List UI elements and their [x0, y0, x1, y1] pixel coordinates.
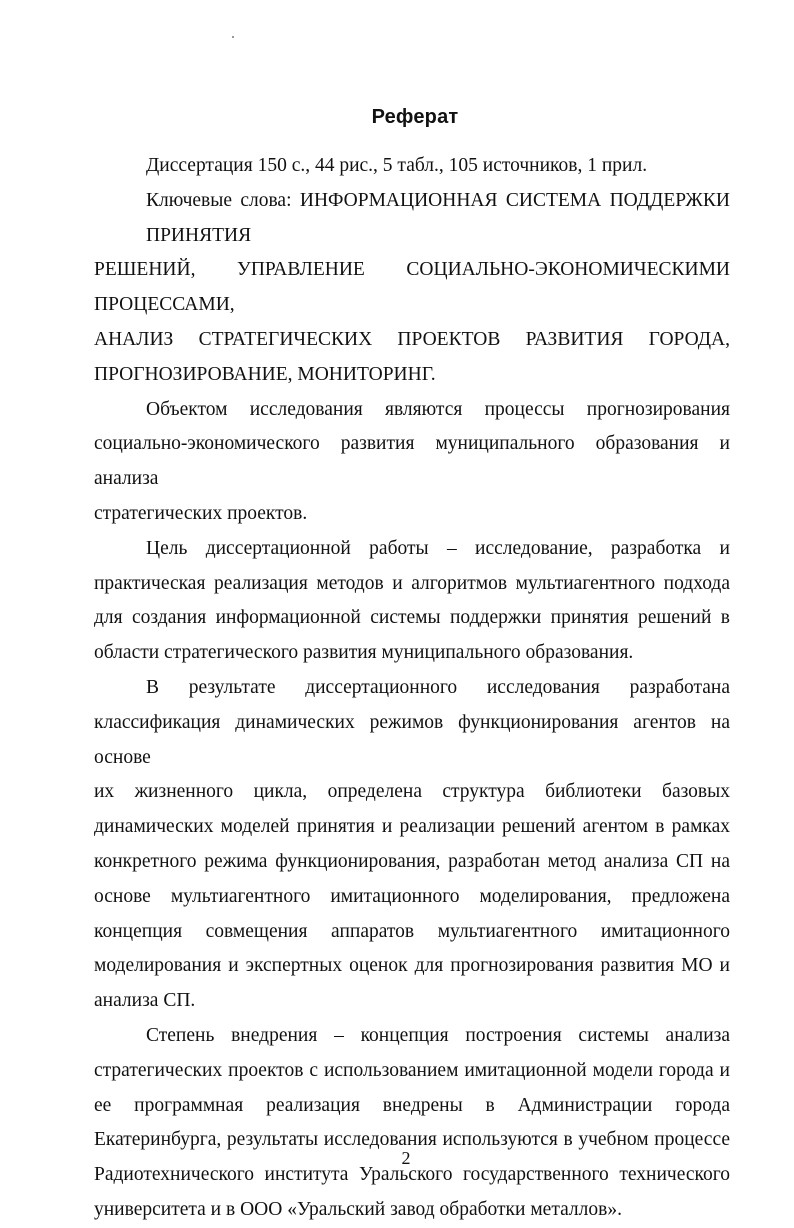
- goal-line: практическая реализация методов и алгоритмов мультиагентного подхода: [94, 572, 730, 594]
- keywords-line: РЕШЕНИЙ, УПРАВЛЕНИЕ СОЦИАЛЬНО-ЭКОНОМИЧЕСКИМИ ПРОЦЕССАМИ,: [94, 259, 730, 316]
- document-title: Реферат: [371, 106, 459, 128]
- results-line: моделирования и экспертных оценок для прогнозирования развития МО и: [94, 955, 730, 977]
- results-line: их жизненного цикла, определена структура библиотеки базовых: [94, 781, 730, 803]
- document-body: [94, 149, 730, 1228]
- keywords-paragraph: [94, 184, 730, 393]
- object-line: социально-экономического развития муниципального образования и анализа: [94, 433, 730, 490]
- results-paragraph: [94, 671, 730, 1019]
- object-paragraph: [94, 393, 730, 532]
- goal-paragraph: [94, 532, 730, 671]
- goal-line: области стратегического развития муниципального образования.: [94, 642, 634, 664]
- results-line: анализа СП.: [94, 990, 196, 1012]
- keywords-line: АНАЛИЗ СТРАТЕГИЧЕСКИХ ПРОЕКТОВ РАЗВИТИЯ ГОРОДА,: [94, 328, 730, 350]
- implementation-line: Радиотехнического института Уральского государственного технического: [94, 1164, 730, 1186]
- goal-line: для создания информационной системы поддержки принятия решений в: [94, 607, 730, 629]
- results-line: концепция совмещения аппаратов мультиагентного имитационного: [94, 920, 730, 942]
- results-line: динамических моделей принятия и реализации решений агентом в рамках: [94, 816, 730, 838]
- keywords-line: ПРОГНОЗИРОВАНИЕ, МОНИТОРИНГ.: [94, 363, 436, 385]
- results-line: конкретного режима функционирования, разработан метод анализа СП на: [94, 850, 730, 872]
- implementation-paragraph: [94, 1019, 730, 1228]
- implementation-line: Екатеринбурга, результаты исследования используются в учебном процессе: [94, 1129, 730, 1151]
- goal-line: Цель диссертационной работы – исследование, разработка и: [146, 537, 730, 559]
- object-line: стратегических проектов.: [94, 502, 308, 524]
- implementation-line: ее программная реализация внедрены в Администрации города: [94, 1094, 730, 1116]
- results-line: классификация динамических режимов функционирования агентов на основе: [94, 711, 730, 768]
- results-line: основе мультиагентного имитационного моделирования, предложена: [94, 885, 730, 907]
- implementation-line: стратегических проектов с использованием имитационной модели города и: [94, 1059, 730, 1081]
- scan-speck: [232, 36, 234, 38]
- summary-paragraph: Диссертация 150 с., 44 рис., 5 табл., 105 источников, 1 прил.: [146, 155, 648, 176]
- object-line: Объектом исследования являются процессы прогнозирования: [146, 398, 730, 420]
- implementation-line: университета и в ООО «Уральский завод обработки металлов».: [94, 1198, 622, 1220]
- keywords-line: Ключевые слова: ИНФОРМАЦИОННАЯ СИСТЕМА ПОДДЕРЖКИ ПРИНЯТИЯ: [146, 189, 730, 246]
- results-line: В результате диссертационного исследования разработана: [146, 676, 730, 698]
- page-number: 2: [401, 1148, 411, 1168]
- implementation-line: Степень внедрения – концепция построения системы анализа: [146, 1024, 730, 1046]
